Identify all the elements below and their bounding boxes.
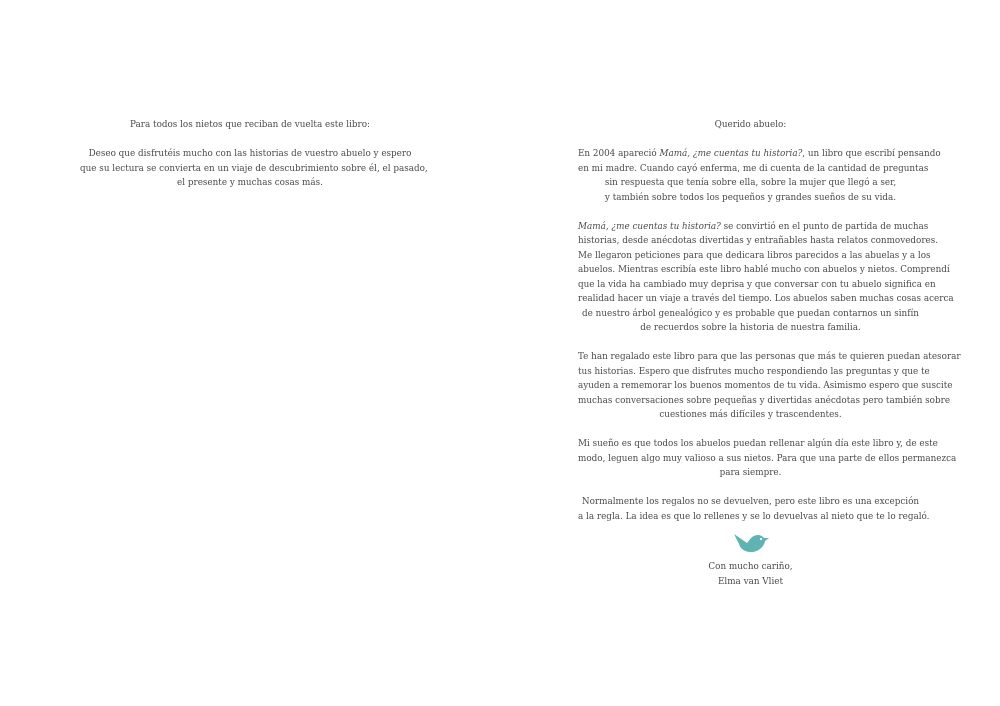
letter-line: de nuestro árbol genealógico y es probable que puedan contarnos un sinfín (582, 308, 919, 319)
letter-line: muchas conversaciones sobre pequeñas y divertidas anécdotas pero también sobre (578, 395, 951, 406)
dedication-block (80, 118, 428, 191)
letter-line: abuelos. Mientras escribía este libro hablé mucho con abuelos y nietos. Comprendí (578, 265, 950, 275)
text-run: En 2004 apareció (578, 149, 660, 159)
letter-paragraph-2 (578, 220, 954, 336)
letter-block (578, 118, 961, 589)
letter-paragraph-3 (578, 350, 961, 423)
letter-line: a la regla. La idea es que lo rellenes y se lo devuelvas al nieto que te lo regaló. (578, 511, 930, 522)
letter-closing: Con mucho cariño, (708, 562, 793, 572)
dedication-line: que su lectura se convierta en un viaje de descubrimiento sobre él, el pasado, (80, 163, 428, 174)
dedication-paragraph (80, 147, 428, 191)
letter-line: Mi sueño es que todos los abuelos puedan rellenar algún día este libro y, de este (578, 439, 938, 449)
letter-line (578, 220, 929, 235)
letter-line: historias, desde anécdotas divertidas y entrañables hasta relatos conmovedores. (578, 236, 939, 246)
letter-line (578, 147, 941, 162)
letter-line: sin respuesta que tenía sobre ella, sobre la mujer que llegó a ser, (604, 178, 897, 188)
letter-signature: Elma van Vliet (717, 576, 783, 587)
letter-line: realidad hacer un viaje a través del tiempo. Los abuelos saben muchas cosas acerca (578, 294, 954, 304)
letter-line: y también sobre todos los pequeños y grandes sueños de su vida. (604, 192, 897, 203)
letter-line: en mi madre. Cuando cayó enferma, me di cuenta de la cantidad de preguntas (578, 163, 929, 174)
letter-line: de recuerdos sobre la historia de nuestra familia. (640, 323, 861, 333)
letter-line: para siempre. (719, 468, 782, 478)
text-run: , un libro que escribí pensando (802, 149, 941, 159)
text-run: se convirtió en el punto de partida de muchas (720, 221, 929, 232)
right-page (500, 0, 1000, 706)
letter-paragraph-1 (578, 147, 941, 205)
letter-line: Me llegaron peticiones para que dedicara libros parecidos a las abuelas y a los (578, 250, 931, 261)
dedication-line: el presente y muchas cosas más. (177, 178, 323, 188)
letter-line: modo, leguen algo muy valioso a sus nietos. Para que una parte de ellos permanezca (578, 453, 957, 464)
dedication-heading: Para todos los nietos que reciban de vuelta este libro: (130, 120, 370, 130)
letter-line: que la vida ha cambiado muy deprisa y que conversar con tu abuelo significa en (578, 279, 936, 290)
letter-paragraph-4 (578, 437, 957, 481)
book-title: Mamá, ¿me cuentas tu historia? (578, 221, 721, 232)
letter-salutation: Querido abuelo: (714, 120, 787, 130)
letter-line: cuestiones más difíciles y trascendentes. (659, 410, 842, 420)
letter-line: Normalmente los regalos no se devuelven, pero este libro es una excepción (581, 497, 920, 507)
dedication-line: Deseo que disfrutéis mucho con las historias de vuestro abuelo y espero (88, 149, 412, 159)
letter-line: Te han regalado este libro para que las personas que más te quieren puedan atesorar (578, 352, 961, 362)
book-title: Mamá, ¿me cuentas tu historia? (659, 149, 803, 159)
letter-line: tus historias. Espero que disfrutes mucho respondiendo las preguntas y que te (578, 366, 930, 377)
letter-line: ayuden a rememorar los buenos momentos de tu vida. Asimismo espero que suscite (578, 381, 953, 391)
letter-paragraph-5 (578, 495, 930, 524)
bird-icon (731, 530, 771, 556)
